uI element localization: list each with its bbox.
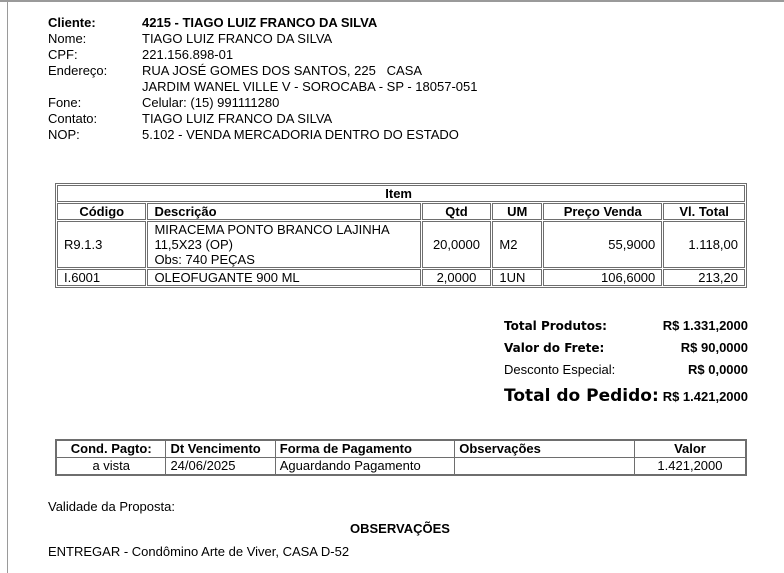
client-value: 4215 - TIAGO LUIZ FRANCO DA SILVA [142, 15, 378, 30]
item-preco: 106,6000 [543, 269, 662, 286]
contact-value: TIAGO LUIZ FRANCO DA SILVA [142, 111, 333, 126]
valor-frete-value: R$ 90,0000 [680, 340, 748, 355]
total-pedido-label: Total do Pedido: [504, 386, 659, 406]
client-row-nop [48, 127, 477, 143]
name-label: Nome: [48, 31, 87, 46]
item-descricao [147, 221, 420, 268]
cpf-label: CPF: [48, 47, 78, 62]
item-qtd: 20,0000 [422, 221, 492, 268]
payment-obs [455, 458, 635, 476]
item-obs: Obs: 740 PEÇAS [154, 252, 255, 267]
client-row-nome [48, 31, 477, 47]
desconto-row [504, 362, 748, 384]
client-row-endereco-2 [48, 79, 477, 95]
header-qtd: Qtd [422, 203, 492, 220]
observacoes-text: ENTREGAR - Condômino Arte de Viver, CASA D-52 [48, 544, 350, 559]
header-dt-vencimento: Dt Vencimento [166, 440, 275, 458]
total-produtos-row [504, 318, 748, 340]
payment-vencimento: 24/06/2025 [166, 458, 275, 476]
desconto-label: Desconto Especial: [504, 362, 616, 377]
contact-label: Contato: [48, 111, 98, 126]
header-vl-total: Vl. Total [663, 203, 745, 220]
cpf-value: 221.156.898-01 [142, 47, 234, 62]
payment-forma: Aguardando Pagamento [275, 458, 454, 476]
client-row-cliente [48, 15, 477, 31]
header-cond-pagto: Cond. Pagto: [56, 440, 166, 458]
header-observacoes: Observações [455, 440, 635, 458]
header-descricao: Descrição [147, 203, 420, 220]
item-total: 213,20 [663, 269, 745, 286]
phone-label: Fone: [48, 95, 82, 110]
client-info [48, 15, 477, 143]
item-um: M2 [492, 221, 542, 268]
address-label-blank [48, 79, 142, 95]
payment-table [55, 439, 747, 476]
valor-frete-row [504, 340, 748, 362]
item-descricao-line: MIRACEMA PONTO BRANCO LAJINHA [154, 222, 390, 237]
item-codigo: I.6001 [57, 269, 146, 286]
address-label: Endereço: [48, 63, 108, 78]
item-qtd: 2,0000 [422, 269, 492, 286]
items-caption-row [57, 185, 745, 202]
item-um: 1UN [492, 269, 542, 286]
address-line-2: JARDIM WANEL VILLE V - SOROCABA - SP - 18057-051 [142, 79, 478, 94]
validade-label: Validade da Proposta: [48, 499, 175, 514]
payment-header-row [56, 440, 746, 458]
item-codigo: R9.1.3 [57, 221, 146, 268]
observacoes-title: OBSERVAÇÕES [350, 521, 450, 536]
total-pedido-row [504, 386, 748, 406]
left-rule [7, 0, 8, 573]
nop-label: NOP: [48, 127, 80, 142]
total-pedido-value: R$ 1.421,2000 [662, 389, 748, 404]
header-preco-venda: Preço Venda [543, 203, 662, 220]
table-row [57, 269, 745, 286]
items-table [55, 183, 747, 288]
payment-cond: a vista [56, 458, 166, 476]
valor-frete-label: Valor do Frete: [504, 341, 605, 355]
phone-value: Celular: (15) 991111280 [142, 95, 280, 110]
client-label: Cliente: [48, 15, 96, 30]
client-row-endereco [48, 63, 477, 79]
item-preco: 55,9000 [543, 221, 662, 268]
item-descricao-line: 11,5X23 (OP) [154, 237, 233, 252]
total-produtos-value: R$ 1.331,2000 [662, 318, 748, 333]
payment-valor: 1.421,2000 [634, 458, 746, 476]
client-row-contato [48, 111, 477, 127]
name-value: TIAGO LUIZ FRANCO DA SILVA [142, 31, 333, 46]
table-row [56, 458, 746, 476]
header-forma-pagamento: Forma de Pagamento [275, 440, 454, 458]
address-line-1: RUA JOSÉ GOMES DOS SANTOS, 225 CASA [142, 63, 423, 78]
client-row-cpf [48, 47, 477, 63]
table-row [57, 221, 745, 268]
items-caption: Item [57, 185, 745, 202]
nop-value: 5.102 - VENDA MERCADORIA DENTRO DO ESTADO [142, 127, 459, 142]
top-rule [0, 0, 784, 2]
client-row-fone [48, 95, 477, 111]
item-descricao: OLEOFUGANTE 900 ML [147, 269, 420, 286]
header-valor: Valor [634, 440, 746, 458]
item-total: 1.118,00 [663, 221, 745, 268]
desconto-value: R$ 0,0000 [688, 362, 748, 377]
totals-block [504, 318, 748, 406]
items-header-row [57, 203, 745, 220]
total-produtos-label: Total Produtos: [504, 319, 607, 333]
header-um: UM [492, 203, 542, 220]
header-codigo: Código [57, 203, 146, 220]
